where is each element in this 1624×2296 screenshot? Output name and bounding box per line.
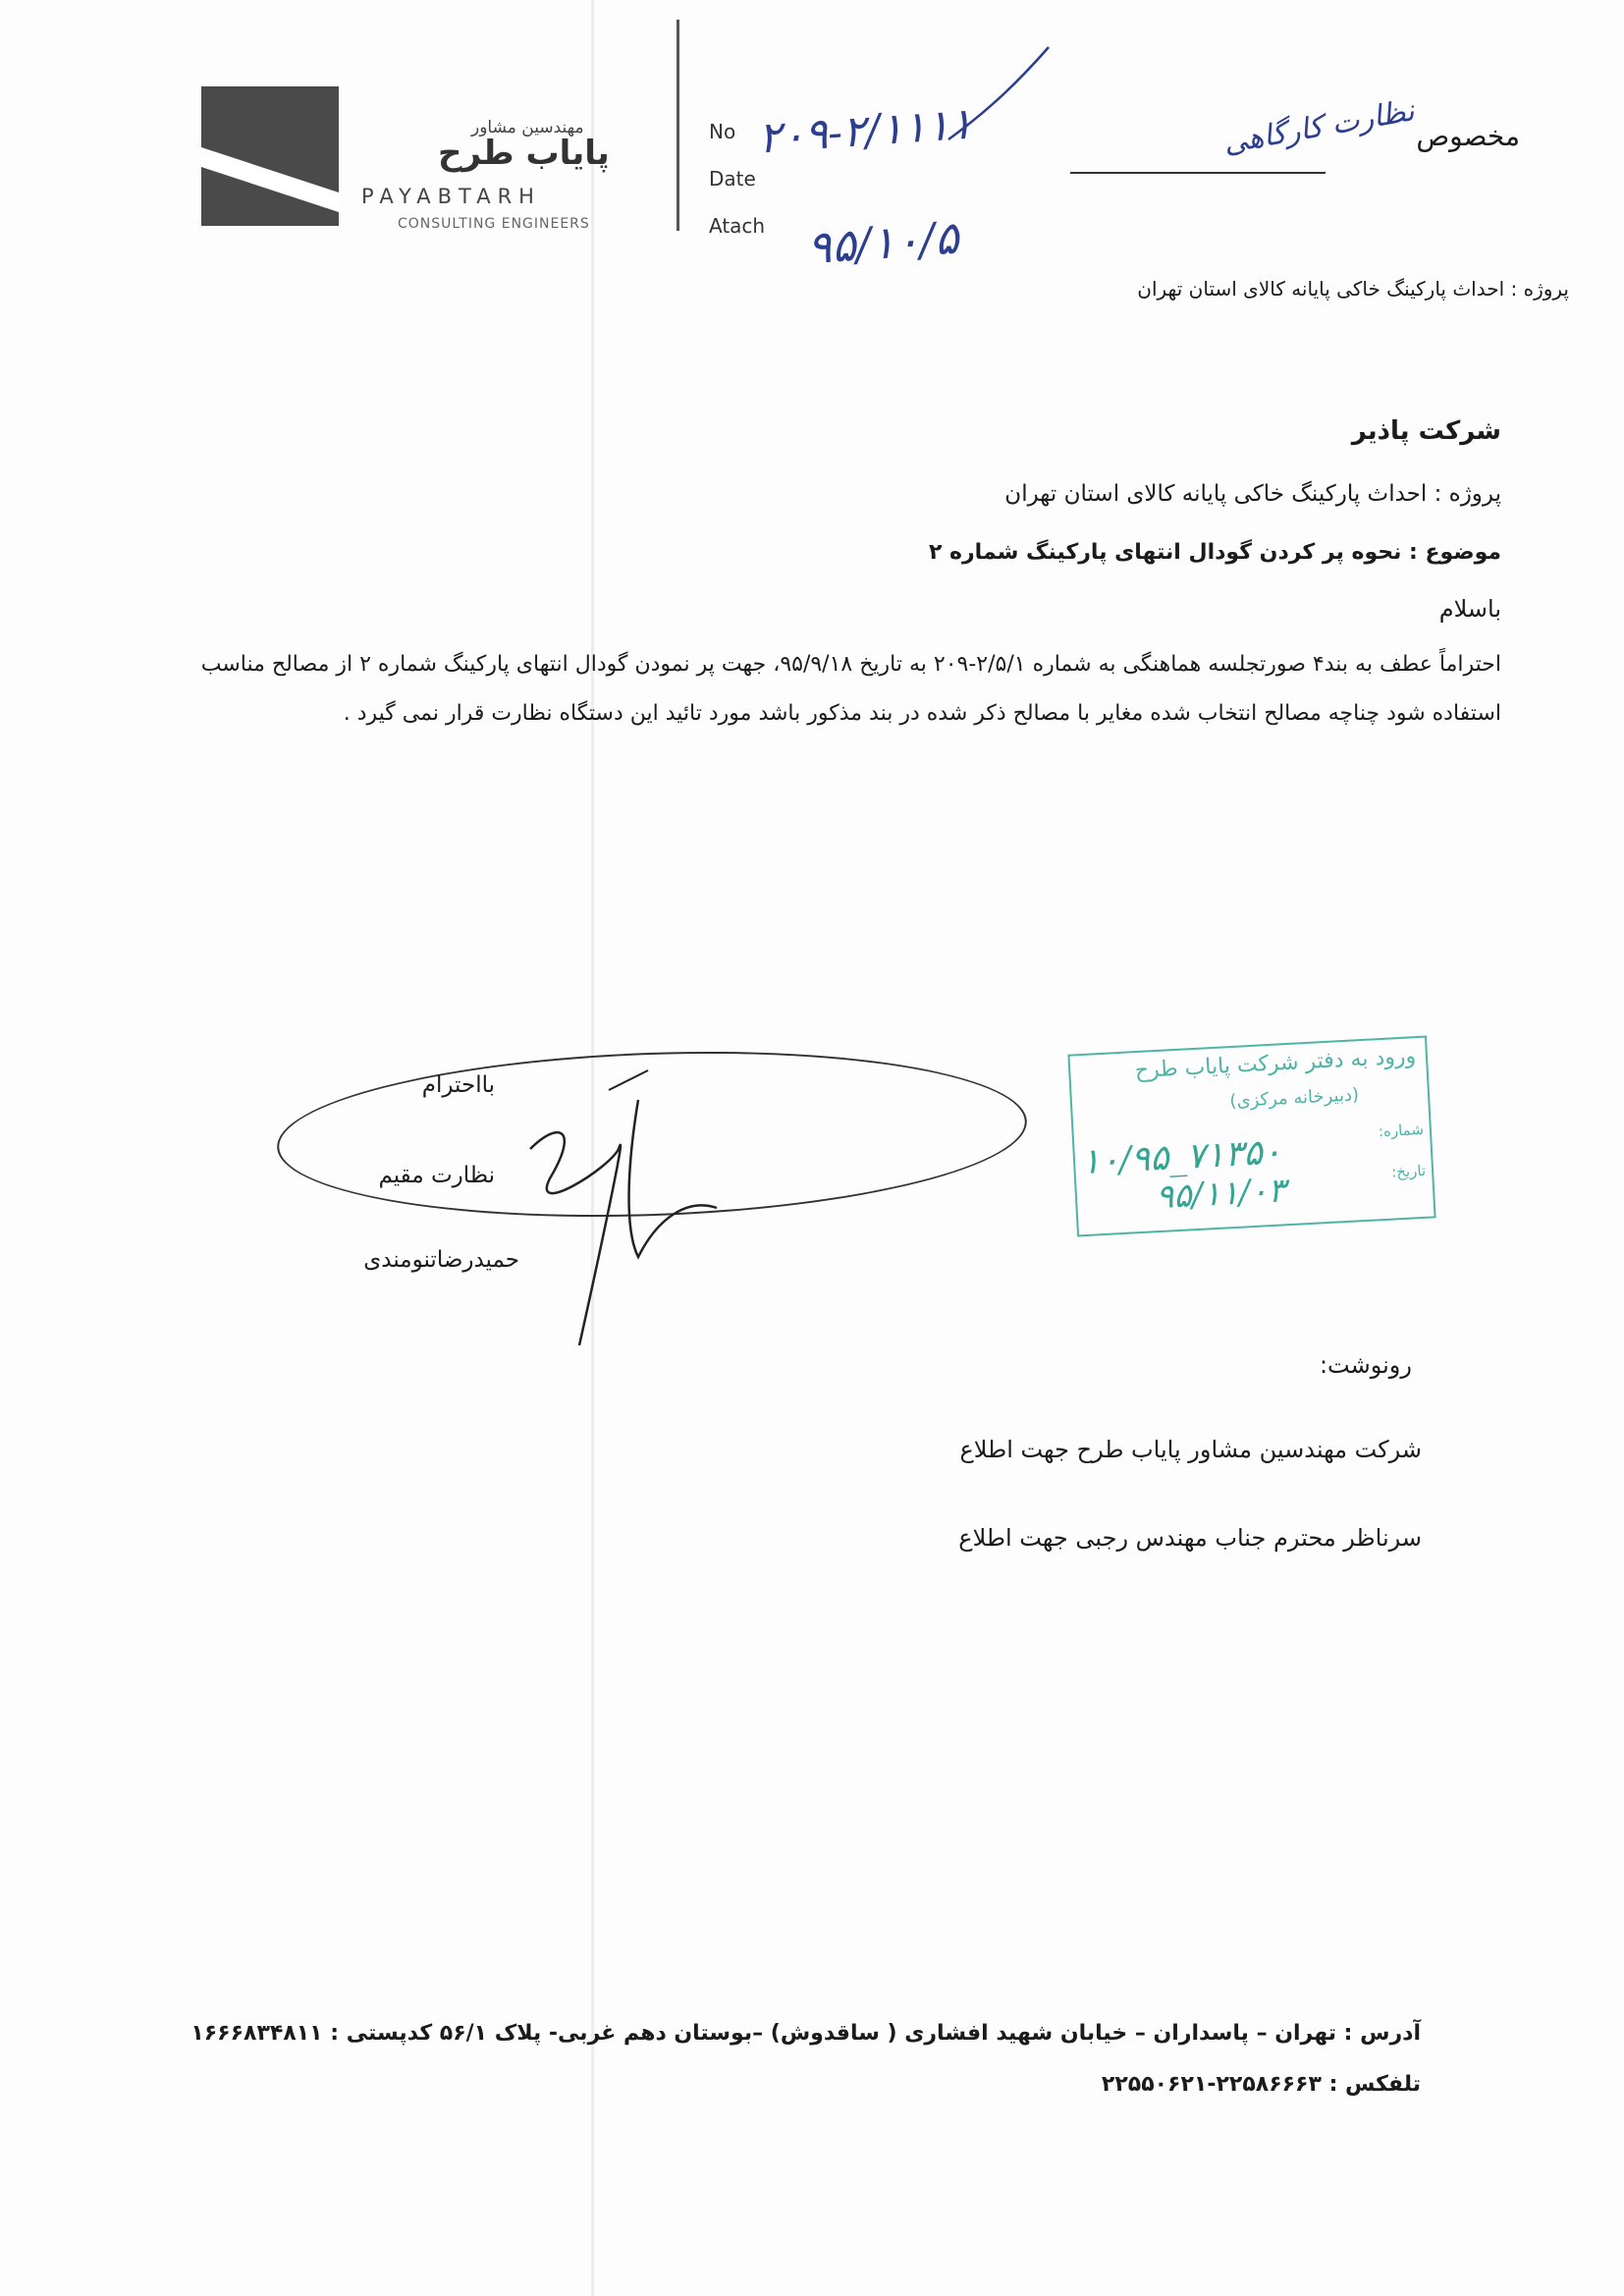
stamp-subtitle: (دبیرخانه مرکزی) [1228,1084,1360,1113]
logo-persian-name: پایاب طرح [438,134,610,173]
cc-line-2: سرناظر محترم جناب مهندس رجبی جهت اطلاع [958,1524,1422,1552]
handwritten-slash-mark [943,39,1060,147]
handwritten-department: نظارت کارگاهی [1220,93,1418,161]
letter-date: ۹۵/۱۰/۵ [805,210,961,275]
atach-label: Atach [709,214,766,238]
subject-line: موضوع : نحوه پر کردن گودال انتهای پارکینگ شماره ۲ [928,540,1501,565]
stamp-title: ورود به دفتر شرکت پایاب طرح [1134,1044,1417,1084]
cc-line-1: شرکت مهندسین مشاور پایاب طرح جهت اطلاع [959,1436,1422,1463]
handwritten-signature [491,1061,746,1355]
stamp-number-label: شماره: [1378,1120,1425,1141]
top-project-line: پروژه : احداث پارکینگ خاکی پایانه کالای استان تهران [1137,277,1569,301]
received-stamp [1067,1036,1435,1237]
logo-english-name: PAYABTARH [361,185,541,208]
company-logo-mark [201,86,339,226]
letterhead-divider [677,20,679,231]
recipient-company: شرکت پاذیر [1351,416,1501,446]
regards: بااحترام [421,1072,495,1098]
date-label: Date [709,167,756,191]
footer-phone: تلفکس : ۲۲۵۸۶۶۶۳-۲۲۵۵۰۶۲۱ [1101,2072,1421,2097]
greeting: باسلام [1438,595,1501,623]
footer-address: آدرس : تهران – پاسداران – خیابان شهید افشاری ( ساقدوش) –بوستان دهم غربی- پلاک ۵۶/۱ کدپستی : ۱۶۶۶۸۳۴۸۱۱ [190,2021,1421,2046]
letter-body: احتراماً عطف به بند۴ صورتجلسه هماهنگی به شماره ۲/۵/۱-۲۰۹ به تاریخ ۹۵/۹/۱۸، جهت پر نمودن گودال انتهای پارکینگ شماره ۲ از مصالح مناسب استفاده شود چناچه مصالح انتخاب شده مغایر با مصالح ذکر شده در بند مذکور باشد مورد تائید این دستگاه نظارت قرار نمی گیرد . [200,652,1501,726]
header-underline [1070,172,1326,174]
stamp-number: ۱۰/۹۵_۷۱۳۵۰ [1080,1131,1283,1183]
cc-heading: رونوشت: [1319,1351,1412,1379]
no-label: No [709,120,736,143]
signer-role: نظارت مقیم [378,1163,495,1188]
signer-name: حمیدرضاتنومندی [363,1247,519,1273]
logo-english-subtitle: CONSULTING ENGINEERS [398,216,590,232]
logo-icon [201,86,339,226]
project-line: پروژه : احداث پارکینگ خاکی پایانه کالای استان تهران [1004,481,1501,507]
stamp-date-label: تاریخ: [1390,1161,1427,1181]
letter-number: ۲۰۹-۲/۱۱۱۱ [756,98,975,164]
stamp-date: ۹۵/۱۱/۰۳ [1155,1171,1287,1218]
private-label: مخصوص [1416,120,1520,152]
logo-persian-subtitle: مهندسین مشاور [471,118,584,137]
